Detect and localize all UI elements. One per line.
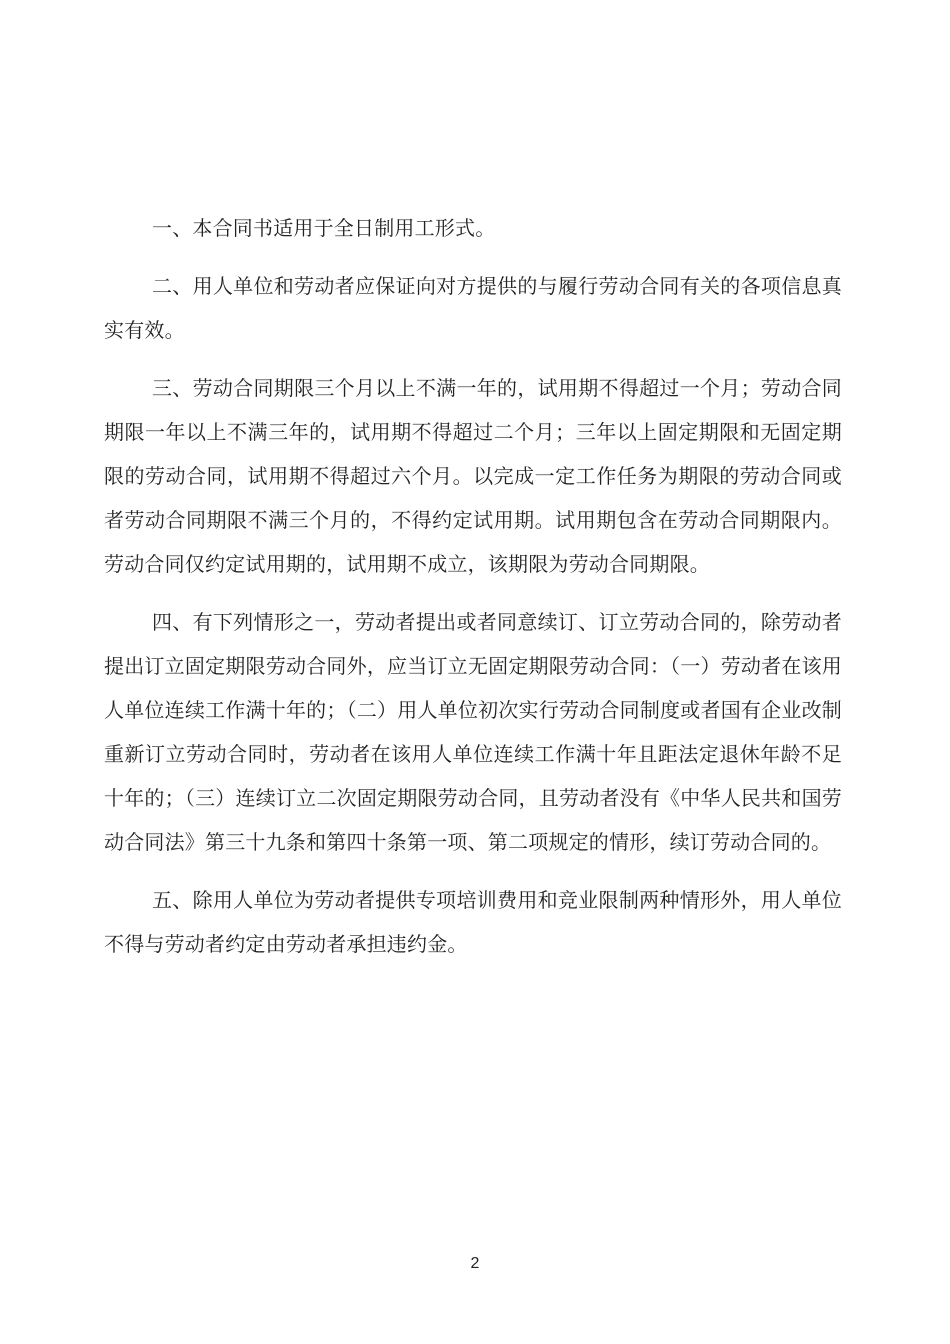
paragraph-3: 三、劳动合同期限三个月以上不满一年的，试用期不得超过一个月；劳动合同期限一年以上不满三年的，试用期不得超过二个月；三年以上固定期限和无固定期限的劳动合同，试用期不得超过六个月。以完成一定工作任务为期限的劳动合同或者劳动合同期限不满三个月的，不得约定试用期。试用期包含在劳动合同期限内。劳动合同仅约定试用期的，试用期不成立，该期限为劳动合同期限。: [104, 376, 842, 576]
document-body: [104, 206, 842, 980]
paragraph-1: 一、本合同书适用于全日制用工形式。: [152, 216, 496, 240]
page-number: 2: [470, 1255, 480, 1272]
paragraph-2: 二、用人单位和劳动者应保证向对方提供的与履行劳动合同有关的各项信息真实有效。: [104, 274, 842, 342]
paragraph-5: 五、除用人单位为劳动者提供专项培训费用和竞业限制两种情形外，用人单位不得与劳动者约定由劳动者承担违约金。: [104, 888, 842, 956]
paragraph-4: 四、有下列情形之一，劳动者提出或者同意续订、订立劳动合同的，除劳动者提出订立固定期限劳动合同外，应当订立无固定期限劳动合同：（一）劳动者在该用人单位连续工作满十年的；（二）用人单位初次实行劳动合同制度或者国有企业改制重新订立劳动合同时，劳动者在该用人单位连续工作满十年且距法定退休年龄不足十年的；（三）连续订立二次固定期限劳动合同，且劳动者没有《中华人民共和国劳动合同法》第三十九条和第四十条第一项、第二项规定的情形，续订劳动合同的。: [104, 610, 842, 854]
